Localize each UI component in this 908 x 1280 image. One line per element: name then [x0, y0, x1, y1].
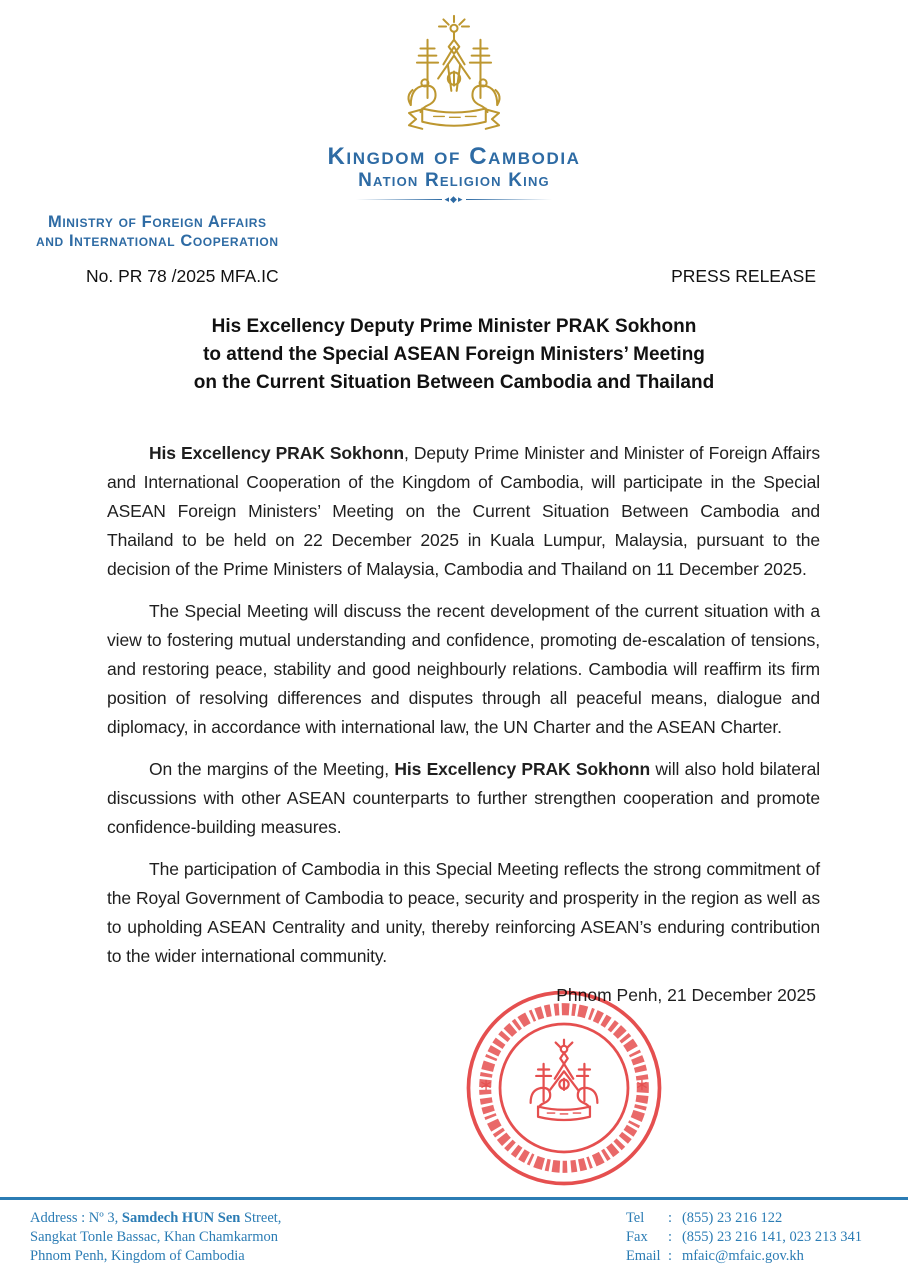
press-title [0, 313, 908, 397]
royal-arms-of-cambodia-icon [379, 12, 529, 138]
address-line-3: Phnom Penh, Kingdom of Cambodia [30, 1248, 245, 1264]
paragraph: His Excellency PRAK Sokhonn, Deputy Prime Minister and Minister of Foreign Affairs and International Cooperation of the Kingdom of Cambodia, will participate in the Special ASEAN Foreign Ministers’ Meeting on the Current Situation Between Cambodia and Thailand to be held on 22 December 2025 in Kuala Lumpur, Malaysia, pursuant to the decision of the Prime Ministers of Malaysia, Cambodia and Thailand on 11 December 2025. [107, 443, 820, 579]
street-name: Samdech HUN Sen [121, 1210, 241, 1226]
address-line-1: Address : Nº 3, Samdech HUN Sen Street, [30, 1210, 282, 1226]
address-line-2: Sangkat Tonle Bassac, Khan Chamkarmon [30, 1229, 278, 1245]
contact-row-email: Email : mfaic@mfaic.gov.kh [625, 1248, 804, 1264]
press-title-line-3: on the Current Situation Between Cambodia and Thailand [193, 372, 715, 393]
email-value: mfaic@mfaic.gov.kh [681, 1248, 804, 1264]
press-title-line-2: to attend the Special ASEAN Foreign Ministers’ Meeting [203, 344, 705, 365]
ministry-line-2: and International Cooperation [36, 232, 279, 250]
svg-text:*: * [480, 1076, 492, 1103]
letterhead [0, 0, 908, 205]
press-release-label: PRESS RELEASE [671, 266, 816, 286]
kingdom-title: Kingdom of Cambodia [327, 143, 581, 170]
paragraph: The Special Meeting will discuss the recent development of the current situation with a view to fostering mutual understanding and confidence, promoting de-escalation of tensions, and restoring peace, stability and good neighbourly relations. Cambodia will reaffirm its firm position of resolving differences and disputes through all peaceful means, dialogue and diplomacy, in accordance with international law, the UN Charter and the ASEAN Charter. [107, 601, 820, 737]
divider-ornament-icon: ◂◆▸ [444, 193, 464, 204]
footer-address [30, 1209, 281, 1280]
header-divider [0, 193, 908, 205]
press-title-line-1: His Excellency Deputy Prime Minister PRAK Sokhonn [211, 316, 697, 337]
dateline: Phnom Penh, 21 December 2025 [556, 985, 816, 1005]
ministry-name [36, 213, 279, 251]
paragraph: On the margins of the Meeting, His Excellency PRAK Sokhonn will also hold bilateral discussions with other ASEAN counterparts to further strengthen cooperation and promote confidence-building measures. [107, 759, 820, 837]
contact-label: Email [625, 1248, 661, 1264]
paragraph: The participation of Cambodia in this Special Meeting reflects the strong commitment of the Royal Government of Cambodia to peace, security and prosperity in the region as well as to upholding ASEAN Centrality and unity, thereby reinforcing ASEAN’s enduring contribution to the wider international community. [107, 859, 820, 966]
contact-row-fax: Fax : (855) 23 216 141, 023 213 341 [625, 1229, 862, 1245]
svg-text:*: * [636, 1076, 648, 1103]
national-motto: Nation Religion King [358, 170, 550, 191]
fax-value: (855) 23 216 141, 023 213 341 [681, 1229, 862, 1245]
contact-row-tel: Tel : (855) 23 216 122 [625, 1210, 783, 1226]
ministry-line-1: Ministry of Foreign Affairs [47, 213, 267, 231]
footer [0, 1197, 908, 1280]
tel-value: (855) 23 216 122 [681, 1210, 783, 1226]
contact-label: Fax [625, 1229, 648, 1245]
royal-red-seal-stamp-icon [462, 986, 666, 1190]
contact-label: Tel [625, 1210, 645, 1226]
footer-contacts [626, 1209, 862, 1280]
doc-number: No. PR 78 /2025 MFA.IC [86, 266, 279, 286]
body-paragraphs [107, 439, 820, 971]
